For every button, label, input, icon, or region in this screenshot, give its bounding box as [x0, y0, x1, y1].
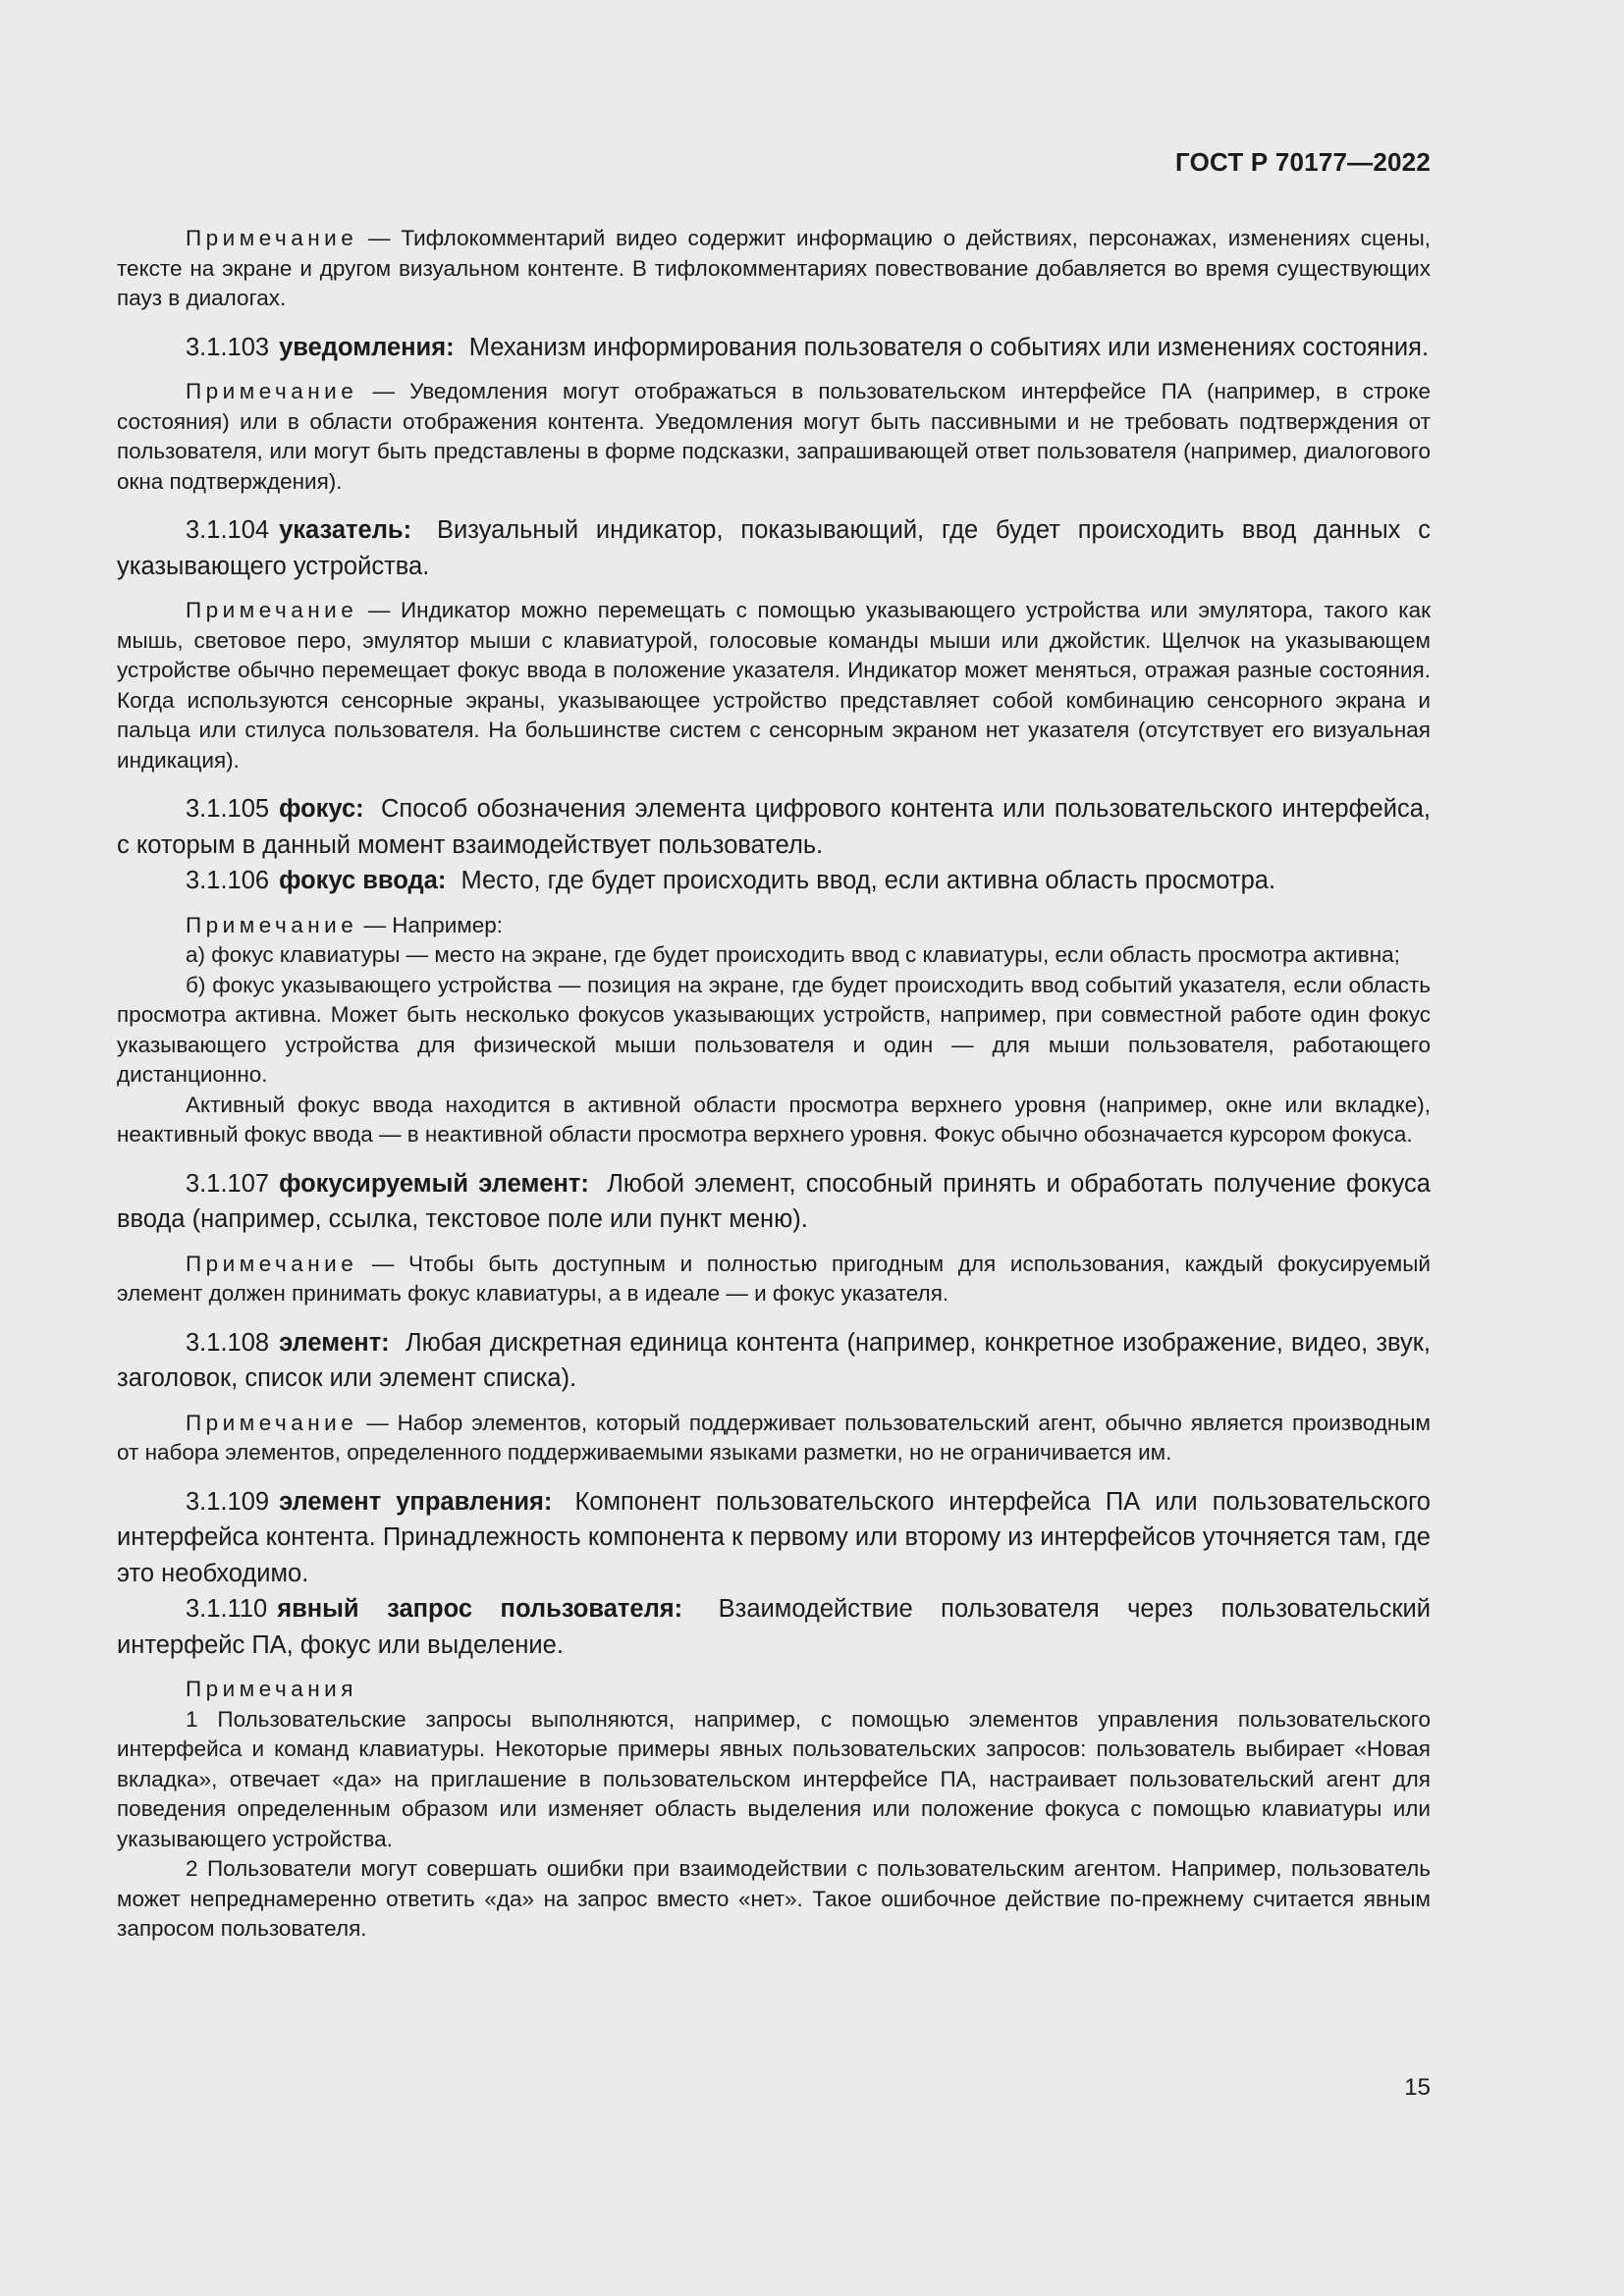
note-text: — Набор элементов, который поддерживает пользовательский агент, обычно является производным от набора элементов, определенного поддерживаемыми языками разметки, но не ограничивается им. — [117, 1410, 1431, 1465]
term-name: элемент управления: — [279, 1487, 553, 1516]
term-number: 3.1.110 — [186, 1595, 268, 1623]
notes-heading — [117, 1675, 1431, 1705]
term-name: явный запрос пользователя: — [277, 1595, 683, 1623]
note-3-1-110-2: 2 Пользователи могут совершать ошибки при взаимодействии с пользовательским агентом. Например, пользователь может непреднамеренно ответить «да» на запрос вместо «нет». Такое ошибочное действие по-прежнему считается явным запросом пользователя. — [117, 1856, 1431, 1941]
note-label: Примечание — [186, 1410, 358, 1435]
note-3-1-102 — [117, 224, 1431, 314]
term-name: указатель: — [279, 516, 412, 544]
term-definition: Любая дискретная единица контента (например, конкретное изображение, видео, звук, заголовок, список или элемент списка). — [117, 1328, 1431, 1392]
note-3-1-104 — [117, 596, 1431, 775]
note-3-1-103 — [117, 377, 1431, 497]
note-text: — Например: — [363, 912, 504, 937]
term-definition: Место, где будет происходить ввод, если активна область просмотра. — [460, 867, 1276, 894]
term-number: 3.1.108 — [186, 1328, 270, 1357]
note-3-1-106 — [117, 911, 1431, 941]
term-name: элемент: — [279, 1328, 390, 1357]
note-text: — Чтобы быть доступным и полностью пригодным для использования, каждый фокусируемый элемент должен принимать фокус клавиатуры, а в идеале — и фокус указателя. — [117, 1251, 1431, 1306]
note-3-1-110-1: 1 Пользовательские запросы выполняются, например, с помощью элементов управления пользовательского интерфейса и команд клавиатуры. Некоторые примеры явных пользовательских запросов: пользователь выбирает «Новая вкладка», отвечает «да» на приглашение в пользовательском интерфейсе ПА, настраивает пользовательский агент для поведения определенным образом или изменяет область выделения или положение фокуса с помощью клавиатуры или указывающего устройства. — [117, 1706, 1431, 1851]
term-name: фокусируемый элемент: — [279, 1169, 589, 1198]
term-number: 3.1.104 — [186, 516, 270, 544]
note-text: — Индикатор можно перемещать с помощью указывающего устройства или эмулятора, такого как мышь, световое перо, эмулятор мыши с клавиатурой, голосовые команды мыши или джойстик. Щелчок на указывающем устройстве обычно перемещает фокус ввода в положение указателя. Индикатор может меняться, отражая разные состояния. Когда используются сенсорные экраны, указывающее устройство представляет собой комбинацию сенсорного экрана и пальца или стилуса пользователя. На большинстве систем с сенсорным экраном нет указателя (отсутствует его визуальная индикация). — [117, 598, 1431, 773]
term-definition: Компонент пользовательского интерфейса ПА или пользовательского интерфейса контента. Принадлежность компонента к первому или второму из интерфейсов уточняется там, где это необходимо. — [117, 1487, 1431, 1587]
note-text: — Тифлокомментарий видео содержит информацию о действиях, персонажах, изменениях сцены, тексте на экране и другом визуальном контенте. В тифлокомментариях повествование добавляется во время существующих пауз в диалогах. — [117, 226, 1431, 310]
term-definition: Любой элемент, способный принять и обработать получение фокуса ввода (например, ссылка, текстовое поле или пункт меню). — [117, 1169, 1431, 1233]
term-name: уведомления: — [279, 333, 455, 361]
term-name: фокус: — [279, 795, 364, 823]
note-label: Примечание — [186, 912, 358, 937]
term-3-1-104 — [117, 512, 1431, 584]
document-body — [117, 224, 1431, 1945]
term-number: 3.1.106 — [186, 867, 270, 894]
term-3-1-107 — [117, 1166, 1431, 1238]
term-definition: Визуальный индикатор, показывающий, где будет происходить ввод данных с указывающего устройства. — [117, 516, 1431, 580]
note-label: Примечание — [186, 226, 358, 250]
term-number: 3.1.109 — [186, 1487, 270, 1516]
term-name: фокус ввода: — [279, 867, 447, 894]
document-header: ГОСТ Р 70177—2022 — [1175, 147, 1431, 177]
term-number: 3.1.107 — [186, 1169, 270, 1198]
note-label: Примечание — [186, 1251, 358, 1276]
note-label: Примечание — [186, 598, 358, 622]
term-3-1-105 — [117, 791, 1431, 863]
note-label: Примечание — [186, 379, 358, 403]
note-3-1-108 — [117, 1409, 1431, 1468]
term-definition: Взаимодействие пользователя через пользовательский интерфейс ПА, фокус или выделение. — [117, 1595, 1431, 1659]
term-number: 3.1.103 — [186, 333, 270, 361]
term-3-1-110 — [117, 1591, 1431, 1663]
term-number: 3.1.105 — [186, 795, 270, 823]
note-text: — Уведомления могут отображаться в пользовательском интерфейсе ПА (например, в строке состояния) или в области отображения контента. Уведомления могут быть пассивными и не требовать подтверждения от пользователя, или могут быть представлены в форме подсказки, запрашивающей ответ пользователя (например, диалогового окна подтверждения). — [117, 379, 1431, 494]
page-number: 15 — [1404, 2074, 1431, 2101]
term-3-1-108 — [117, 1325, 1431, 1397]
note-3-1-107 — [117, 1250, 1431, 1309]
term-3-1-106 — [117, 863, 1431, 899]
term-definition: Механизм информирования пользователя о событиях или изменениях состояния. — [468, 333, 1430, 361]
term-3-1-103 — [117, 330, 1431, 366]
note-paragraph: Активный фокус ввода находится в активной области просмотра верхнего уровня (например, окне или вкладке), неактивный фокус ввода — в неактивной области просмотра верхнего уровня. Фокус обычно обозначается курсором фокуса. — [117, 1092, 1431, 1147]
term-3-1-109 — [117, 1484, 1431, 1592]
term-definition: Способ обозначения элемента цифрового контента или пользовательского интерфейса, с которым в данный момент взаимодействует пользователь. — [117, 795, 1431, 859]
note-item-a: а) фокус клавиатуры — место на экране, где будет происходить ввод с клавиатуры, если область просмотра активна; — [186, 942, 1400, 967]
note-item-b: б) фокус указывающего устройства — позиция на экране, где будет происходить ввод событий указателя, если область просмотра активна. Может быть несколько фокусов указывающих устройств, например, при совместной работе один фокус указывающего устройства для физической мыши пользователя и один — для мыши пользователя, работающего дистанционно. — [117, 972, 1431, 1087]
notes-label: Примечания — [186, 1677, 357, 1701]
